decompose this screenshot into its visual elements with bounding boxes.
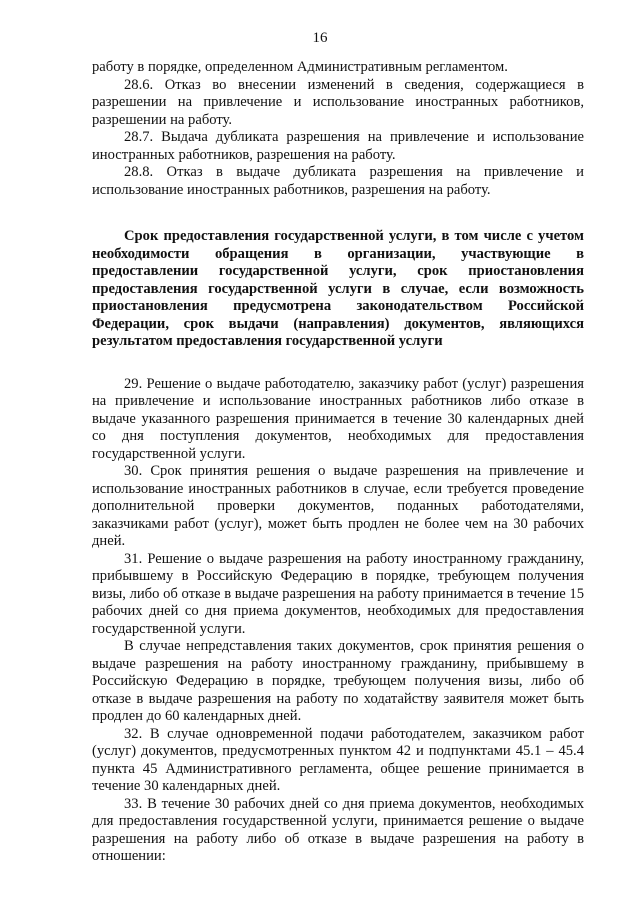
paragraph-continuation: работу в порядке, определенном Административным регламентом. [92,59,508,75]
paragraph-30: 30. Срок принятия решения о выдаче разрешения на привлечение и использование иностранных работников в случае, если требуется проведение дополнительной проверки документов, поданных работодателями, заказчиками работ (услуг), может быть продлен не более чем на 30 рабочих дней. [92,463,584,549]
paragraph-31: 31. Решение о выдаче разрешения на работу иностранному гражданину, прибывшему в Российскую Федерацию в порядке, требующем получения визы, либо об отказе в выдаче разрешения на работу принимается в течение 15 рабочих дней со дня приема документов, необходимых для предоставления государственной услуги. [92,550,584,637]
document-body [92,59,584,866]
paragraph-33: 33. В течение 30 рабочих дней со дня приема документов, необходимых для предоставления государственной услуги, принимается решение о выдаче разрешения на работу либо об отказе в выдаче разрешения на работу в отношении: [92,795,584,864]
paragraph-28-6: 28.6. Отказ во внесении изменений в сведения, содержащиеся в разрешении на привлечение и использование иностранных работников, разрешении на работу. [92,76,584,128]
paragraph-28-8: 28.8. Отказ в выдаче дубликата разрешения на привлечение и использование иностранных работников, разрешения на работу. [92,164,584,198]
spacer [92,199,584,228]
page-number: 16 [312,30,328,46]
paragraph-29: 29. Решение о выдаче работодателю, заказчику работ (услуг) разрешения на привлечение и использование иностранных работников либо отказе в выдаче указанного разрешения принимается в течение 30 календарных дней со дня поступления документов, необходимых для предоставления государственной услуги. [92,375,584,462]
spacer [92,351,584,376]
paragraph-31-continued: В случае непредставления таких документов, срок принятия решения о выдаче разрешения на работу иностранному гражданину, прибывшему в Российскую Федерацию в порядке, требующем получения визы, либо об отказе в выдаче разрешения на работу по ходатайству заявителя может быть продлен до 60 календарных дней. [92,638,584,724]
paragraph-32: 32. В случае одновременной подачи работодателем, заказчиком работ (услуг) документов, предусмотренных пунктом 42 и подпунктами 45.1 – 45.4 пункта 45 Административного регламента, общее решение принимается в течение 30 календарных дней. [92,725,584,794]
section-heading: Срок предоставления государственной услуги, в том числе с учетом необходимости обращения в организации, участвующие в предоставлении государственной услуги, срок приостановления предоставления государственной услуги в случае, если возможность приостановления предусмотрена законодательством Российской Федерации, срок выдачи (направления) документов, являющихся результатом предоставления государственной услуги [92,228,584,349]
paragraph-28-7: 28.7. Выдача дубликата разрешения на привлечение и использование иностранных работников, разрешения на работу. [92,129,584,163]
